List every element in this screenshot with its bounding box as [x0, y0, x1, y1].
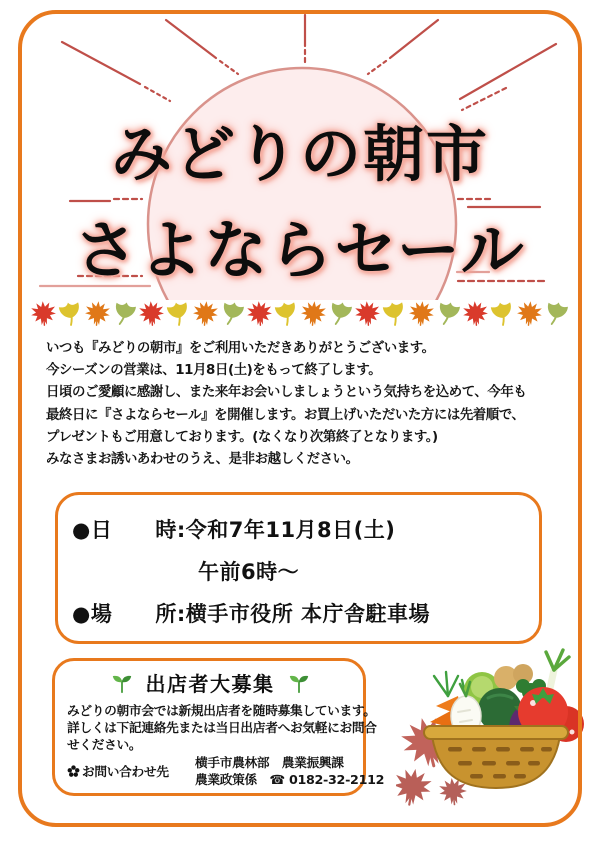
sprout-icon: [287, 672, 311, 694]
contact-phone-line: 農業政策係 ☎ 0182-32-2112: [195, 772, 385, 787]
intro-line: 最終日に『さよならセール』を開催します。お買上げいただいた方には先着順で、: [46, 407, 525, 423]
event-time-row: 午前6時〜: [198, 560, 300, 584]
ginkgo-leaf-icon: [108, 296, 141, 331]
page-title-line1: みどりの朝市: [110, 119, 489, 190]
recruit-body-line: 詳しくは下記連絡先または当日出店者へお気軽にお問合: [67, 720, 377, 735]
intro-paragraph: [46, 338, 571, 471]
ginkgo-leaf-icon: [216, 296, 249, 331]
ginkgo-leaf-icon: [540, 296, 573, 331]
event-place-row: ●場 所:横手市役所 本庁舎駐車場: [72, 602, 431, 626]
contact-section: [67, 754, 385, 788]
flower-icon: [67, 765, 80, 778]
intro-line: 日頃のご愛顧に感謝し、また来年お会いしましょうという気持ちを込めて、今年も: [46, 385, 527, 401]
intro-line: プレゼントもご用意しております。(なくなり次第終了となります。): [46, 429, 438, 445]
page-title-line2: さよならセール: [74, 214, 526, 287]
contact-label: お問い合わせ先: [82, 763, 169, 779]
event-date-row: ●日 時:令和7年11月8日(土): [72, 518, 396, 542]
vegetable-basket-illustration: [396, 644, 588, 824]
leaf-border-row: [30, 295, 570, 331]
sprout-icon: [110, 672, 134, 694]
recruit-body-line: せください。: [67, 737, 142, 752]
intro-line: みなさまお誘いあわせのうえ、是非お越しください。: [46, 452, 359, 468]
recruit-heading: [67, 668, 353, 697]
recruit-body: [67, 702, 377, 753]
intro-line: いつも『みどりの朝市』をご利用いただきありがとうございます。: [46, 341, 435, 356]
recruit-heading-text: 出店者大募集: [145, 672, 275, 696]
event-info-box: [55, 492, 542, 644]
ginkgo-leaf-icon: [324, 296, 357, 331]
ginkgo-leaf-icon: [432, 296, 465, 331]
recruit-box: [52, 658, 385, 796]
recruit-body-line: みどりの朝市会では新規出店者を随時募集しています。: [67, 703, 376, 718]
contact-label-group: [67, 754, 195, 788]
basket: [424, 726, 568, 788]
contact-org-line: 横手市農林部 農業振興課: [195, 755, 344, 770]
contact-info: [195, 754, 384, 788]
intro-line: 今シーズンの営業は、11月8日(土)をもって終了します。: [46, 363, 382, 379]
